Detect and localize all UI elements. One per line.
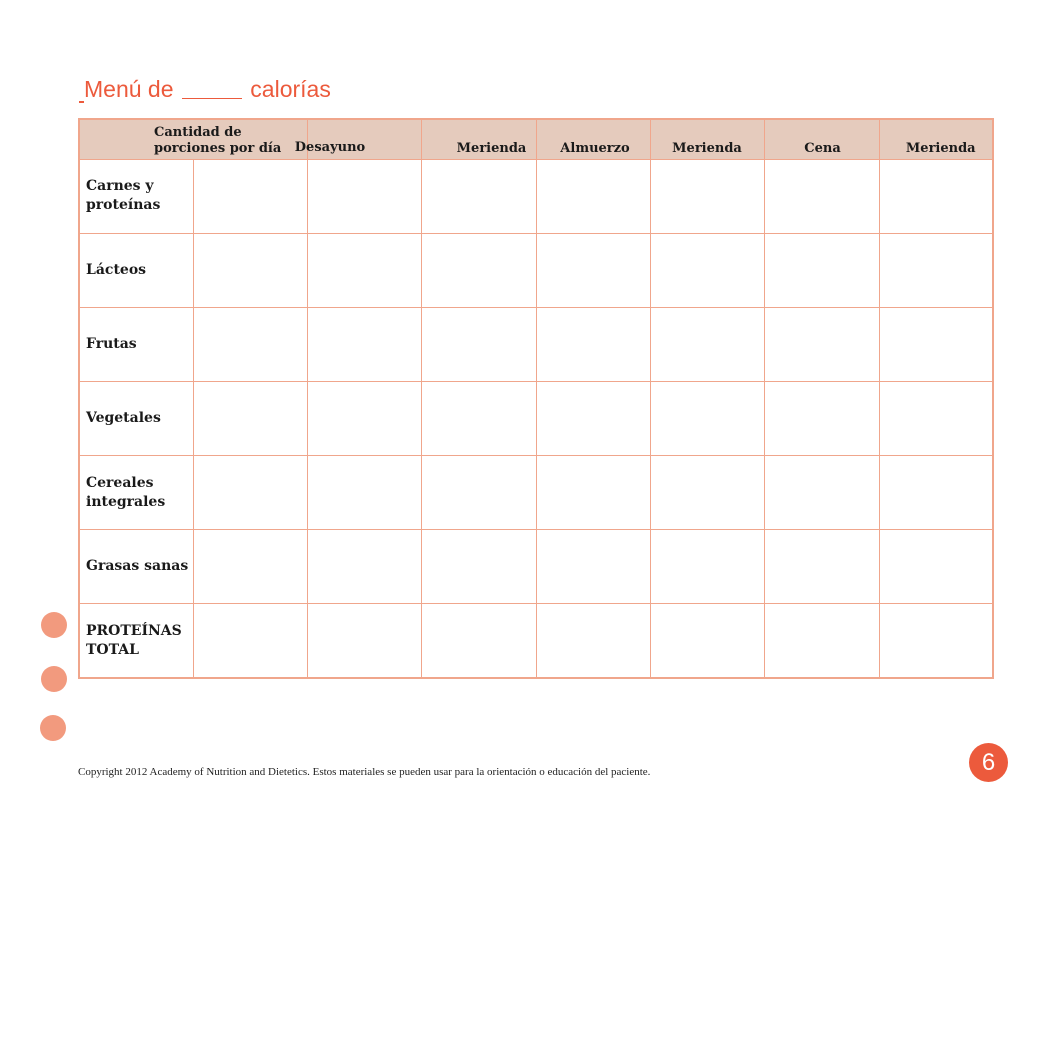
table-cell[interactable] xyxy=(421,381,536,455)
decorative-dot xyxy=(41,666,67,692)
table-cell[interactable] xyxy=(764,456,879,530)
table-cell[interactable] xyxy=(650,456,764,530)
decorative-dot xyxy=(40,715,66,741)
header-merienda-2-label: Merienda xyxy=(672,140,742,156)
table-cell[interactable] xyxy=(879,604,993,678)
header-desayuno xyxy=(294,119,421,159)
table-cell[interactable] xyxy=(421,159,536,233)
table-cell[interactable] xyxy=(764,530,879,604)
table-row xyxy=(79,456,993,530)
header-merienda-1 xyxy=(421,119,536,159)
table-cell[interactable] xyxy=(193,604,307,678)
page-title xyxy=(84,76,331,103)
row-label-vegetales: Vegetales xyxy=(79,381,193,455)
table-row xyxy=(79,159,993,233)
table-cell[interactable] xyxy=(879,456,993,530)
table-row xyxy=(79,307,993,381)
table-cell[interactable] xyxy=(307,381,421,455)
table-cell[interactable] xyxy=(421,604,536,678)
table-cell[interactable] xyxy=(421,456,536,530)
table-cell[interactable] xyxy=(764,307,879,381)
table-cell[interactable] xyxy=(307,159,421,233)
table-row xyxy=(79,530,993,604)
table-cell[interactable] xyxy=(879,233,993,307)
table-cell[interactable] xyxy=(307,530,421,604)
table-row xyxy=(79,604,993,678)
page-number-badge: 6 xyxy=(969,743,1008,782)
calorie-blank-field[interactable] xyxy=(182,78,242,99)
header-cena xyxy=(764,119,879,159)
table-cell[interactable] xyxy=(879,159,993,233)
table-cell[interactable] xyxy=(193,381,307,455)
decorative-dot xyxy=(41,612,67,638)
copyright-notice: Copyright 2012 Academy of Nutrition and Dietetics. Estos materiales se pueden usar para la orientación o educación del paciente. xyxy=(78,766,651,778)
table-cell[interactable] xyxy=(193,456,307,530)
table-cell[interactable] xyxy=(650,307,764,381)
table-cell[interactable] xyxy=(879,381,993,455)
table-cell[interactable] xyxy=(307,456,421,530)
table-cell[interactable] xyxy=(536,307,650,381)
table-cell[interactable] xyxy=(650,530,764,604)
row-label-proteinas-total: PROTEÍNAS TOTAL xyxy=(79,604,193,678)
table-cell[interactable] xyxy=(193,233,307,307)
table-cell[interactable] xyxy=(193,159,307,233)
table-cell[interactable] xyxy=(650,604,764,678)
table-cell[interactable] xyxy=(421,530,536,604)
table-cell[interactable] xyxy=(764,159,879,233)
table-cell[interactable] xyxy=(536,381,650,455)
table-cell[interactable] xyxy=(536,604,650,678)
table-cell[interactable] xyxy=(764,604,879,678)
table-cell[interactable] xyxy=(307,604,421,678)
title-suffix: calorías xyxy=(250,76,331,102)
table-cell[interactable] xyxy=(650,381,764,455)
menu-table xyxy=(78,118,994,679)
table-cell[interactable] xyxy=(536,159,650,233)
header-cena-label: Cena xyxy=(804,140,841,156)
table-cell[interactable] xyxy=(421,233,536,307)
row-label-grasas: Grasas sanas xyxy=(79,530,193,604)
header-merienda-2 xyxy=(650,119,764,159)
table-cell[interactable] xyxy=(764,233,879,307)
header-almuerzo-label: Almuerzo xyxy=(560,140,630,156)
header-desayuno-label: Desayuno xyxy=(294,139,366,155)
table-row xyxy=(79,233,993,307)
row-label-lacteos: Lácteos xyxy=(79,233,193,307)
table-cell[interactable] xyxy=(307,233,421,307)
table-cell[interactable] xyxy=(193,530,307,604)
row-label-carnes: Carnes y proteínas xyxy=(79,159,193,233)
table-cell[interactable] xyxy=(764,381,879,455)
header-porciones xyxy=(79,119,307,159)
header-merienda-3 xyxy=(879,119,993,159)
table-row xyxy=(79,381,993,455)
header-porciones-label: Cantidad de porciones por día xyxy=(154,124,282,156)
title-prefix: Menú de xyxy=(84,76,174,102)
table-cell[interactable] xyxy=(421,307,536,381)
table-cell[interactable] xyxy=(650,233,764,307)
row-label-cereales: Cereales integrales xyxy=(79,456,193,530)
header-merienda-1-label: Merienda xyxy=(456,140,527,156)
row-label-frutas: Frutas xyxy=(79,307,193,381)
table-cell[interactable] xyxy=(536,530,650,604)
table-cell[interactable] xyxy=(650,159,764,233)
table-cell[interactable] xyxy=(536,456,650,530)
header-almuerzo xyxy=(536,119,650,159)
header-row xyxy=(79,119,993,159)
table-cell[interactable] xyxy=(193,307,307,381)
table-cell[interactable] xyxy=(879,530,993,604)
table-cell[interactable] xyxy=(879,307,993,381)
table-cell[interactable] xyxy=(536,233,650,307)
header-merienda-3-label: Merienda xyxy=(905,140,976,156)
table-cell[interactable] xyxy=(307,307,421,381)
